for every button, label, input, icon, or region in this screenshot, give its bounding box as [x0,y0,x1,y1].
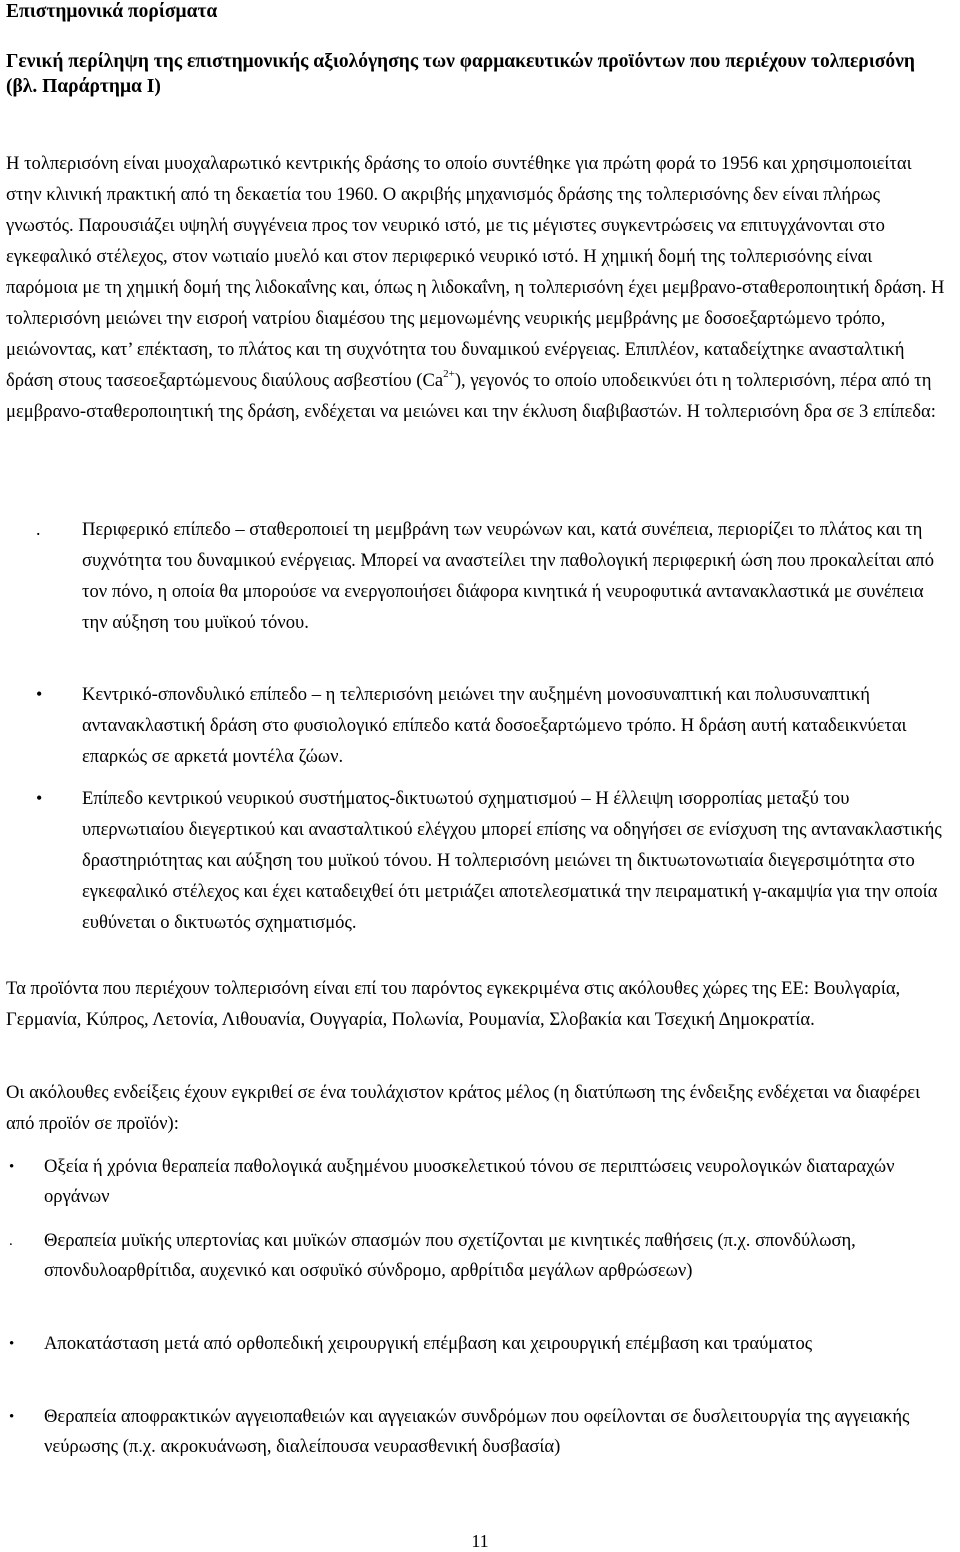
indication-item [9,1152,944,1212]
indication-item [9,1226,944,1286]
indication-item [9,1402,944,1462]
bullet-marker: • [9,1159,15,1175]
bullet-marker: • [36,788,43,808]
countries-paragraph: Τα προϊόντα που περιέχουν τολπερισόνη είναι επί του παρόντος εγκεκριμένα στις ακόλουθες χώρες της ΕΕ: Βουλγαρία, Γερμανία, Κύπρος, Λετονία, Λιθουανία, Ουγγαρία, Πολωνία, Ρουμανία, Σλοβακία και Τσεχική Δημοκρατία. [6,978,901,1030]
indications-intro: Οι ακόλουθες ενδείξεις έχουν εγκριθεί σε ένα τουλάχιστον κράτος μέλος (η διατύπωση της ένδειξης ενδέχεται να διαφέρει από προϊόν σε προϊόν): [6,1082,921,1134]
indication-text: Θεραπεία μυϊκής υπερτονίας και μυϊκών σπασμών που σχετίζονται με κινητικές παθήσεις (π.χ. σπονδύλωση, σπονδυλοαρθρίτιδα, αυχενικό και οσφυϊκό σύνδρομο, αρθρίτιδα μεγάλων αρθρώσεων) [44,1230,856,1281]
bullet-marker: . [9,1233,13,1249]
indication-item [9,1329,944,1359]
page-title: Επιστημονικά πορίσματα [6,1,218,22]
intro-paragraph [6,148,946,427]
level-text: Κεντρικό-σπονδυλικό επίπεδο – η τελπερισόνη μειώνει την αυξημένη μονοσυναπτική και πολυσυναπτική αντανακλαστική δράση στο φυσιολογικό επίπεδο κατά δοσοεξαρτώμενο τρόπο. Η δράση αυτή καταδεικνύεται επαρκώς σε αρκετά μοντέλα ζώων. [82,684,907,767]
indication-text: Οξεία ή χρόνια θεραπεία παθολογικά αυξημένου μυοσκελετικού τόνου σε περιπτώσεις νευρολογικών διαταραχών οργάνων [44,1156,895,1207]
bullet-marker: • [9,1409,15,1425]
bullet-marker: • [36,684,43,704]
page-number: 11 [471,1531,489,1551]
intro-text-part2: ), γεγονός το οποίο υποδεικνύει ότι η τολπερισόνη, πέρα από τη μεμβρανο-σταθεροποιητική της δράση, ενδέχεται να μειώνει και την έκλυση διαβιβαστών. Η τολπερισόνη δρα σε 3 επίπεδα: [6,370,936,422]
indication-text: Αποκατάσταση μετά από ορθοπεδική χειρουργική επέμβαση και χειρουργική επέμβαση και τραύματος [44,1333,813,1354]
level-text: Περιφερικό επίπεδο – σταθεροποιεί τη μεμβράνη των νευρώνων και, κατά συνέπεια, περιορίζει το πλάτος και τη συχνότητα του δυναμικού ενέργειας. Μπορεί να αναστείλει την παθολογική περιφερική ώση που προκαλείται από τον πόνο, η οποία θα μπορούσε να ενεργοποιήσει διάφορα κινητικά ή νευροφυτικά αντανακλαστικά με συνέπεια την αύξηση του μυϊκού τόνου. [82,519,934,633]
calcium-superscript: 2+ [443,368,455,380]
section-subtitle: Γενική περίληψη της επιστημονικής αξιολόγησης των φαρμακευτικών προϊόντων που περιέχουν τολπερισόνη (βλ. Παράρτημα I) [6,51,915,97]
level-item [36,514,948,638]
intro-text-part1: Η τολπερισόνη είναι μυοχαλαρωτικό κεντρικής δράσης το οποίο συντέθηκε για πρώτη φορά το 1956 και χρησιμοποιείται στην κλινική πρακτική από τη δεκαετία του 1960. Ο ακριβής μηχανισμός δράσης της τολπερισόνης δεν είναι πλήρως γνωστός. Παρουσιάζει υψηλή συγγένεια προς τον νευρικό ιστό, με τις μέγιστες συγκεντρώσεις να επιτυγχάνονται στο εγκεφαλικό στέλεχος, στον νωτιαίο μυελό και στον περιφερικό νευρικό ιστό. Η χημική δομή της τολπερισόνης είναι παρόμοια με τη χημική δομή της λιδοκαΐνης και, όπως η λιδοκαΐνη, η τολπερισόνη έχει μεμβρανο-σταθεροποιητική δράση. Η τολπερισόνη μειώνει την εισροή νατρίου διαμέσου της μεμονωμένης νευρικής μεμβράνης με δοσοεξαρτώμενο τρόπο, μειώνοντας, κατ’ επέκταση, το πλάτος και τη συχνότητα του δυναμικού ενέργειας. Επιπλέον, καταδείχτηκε ανασταλτική δράση στους τασεοεξαρτώμενους διαύλους ασβεστίου (Ca [6,153,945,391]
bullet-marker: . [36,519,41,539]
level-text: Επίπεδο κεντρικού νευρικού συστήματος-δικτυωτού σχηματισμού – Η έλλειψη ισορροπίας μεταξύ του υπερνωτιαίου διεγερτικού και ανασταλτικού ελέγχου μπορεί επίσης να οδηγήσει σε ενίσχυση της αντανακλαστικής δραστηριότητας και αύξηση του μυϊκού τόνου. Η τολπερισόνη μειώνει τη δικτυωτονωτιαία διεγερσιμότητα στο εγκεφαλικό στέλεχος και έχει καταδειχθεί ότι μετριάζει αποτελεσματικά την πειραματική γ-ακαμψία για την οποία ευθύνεται ο δικτυωτός σχηματισμός. [82,788,942,933]
bullet-marker: • [9,1336,15,1352]
indication-text: Θεραπεία αποφρακτικών αγγειοπαθειών και αγγειακών συνδρόμων που οφείλονται σε δυσλειτουργία της αγγειακής νεύρωσης (π.χ. ακροκυάνωση, διαλείπουσα νευρασθενική δυσβασία) [44,1406,910,1457]
level-item [36,783,948,938]
level-item [36,679,948,772]
